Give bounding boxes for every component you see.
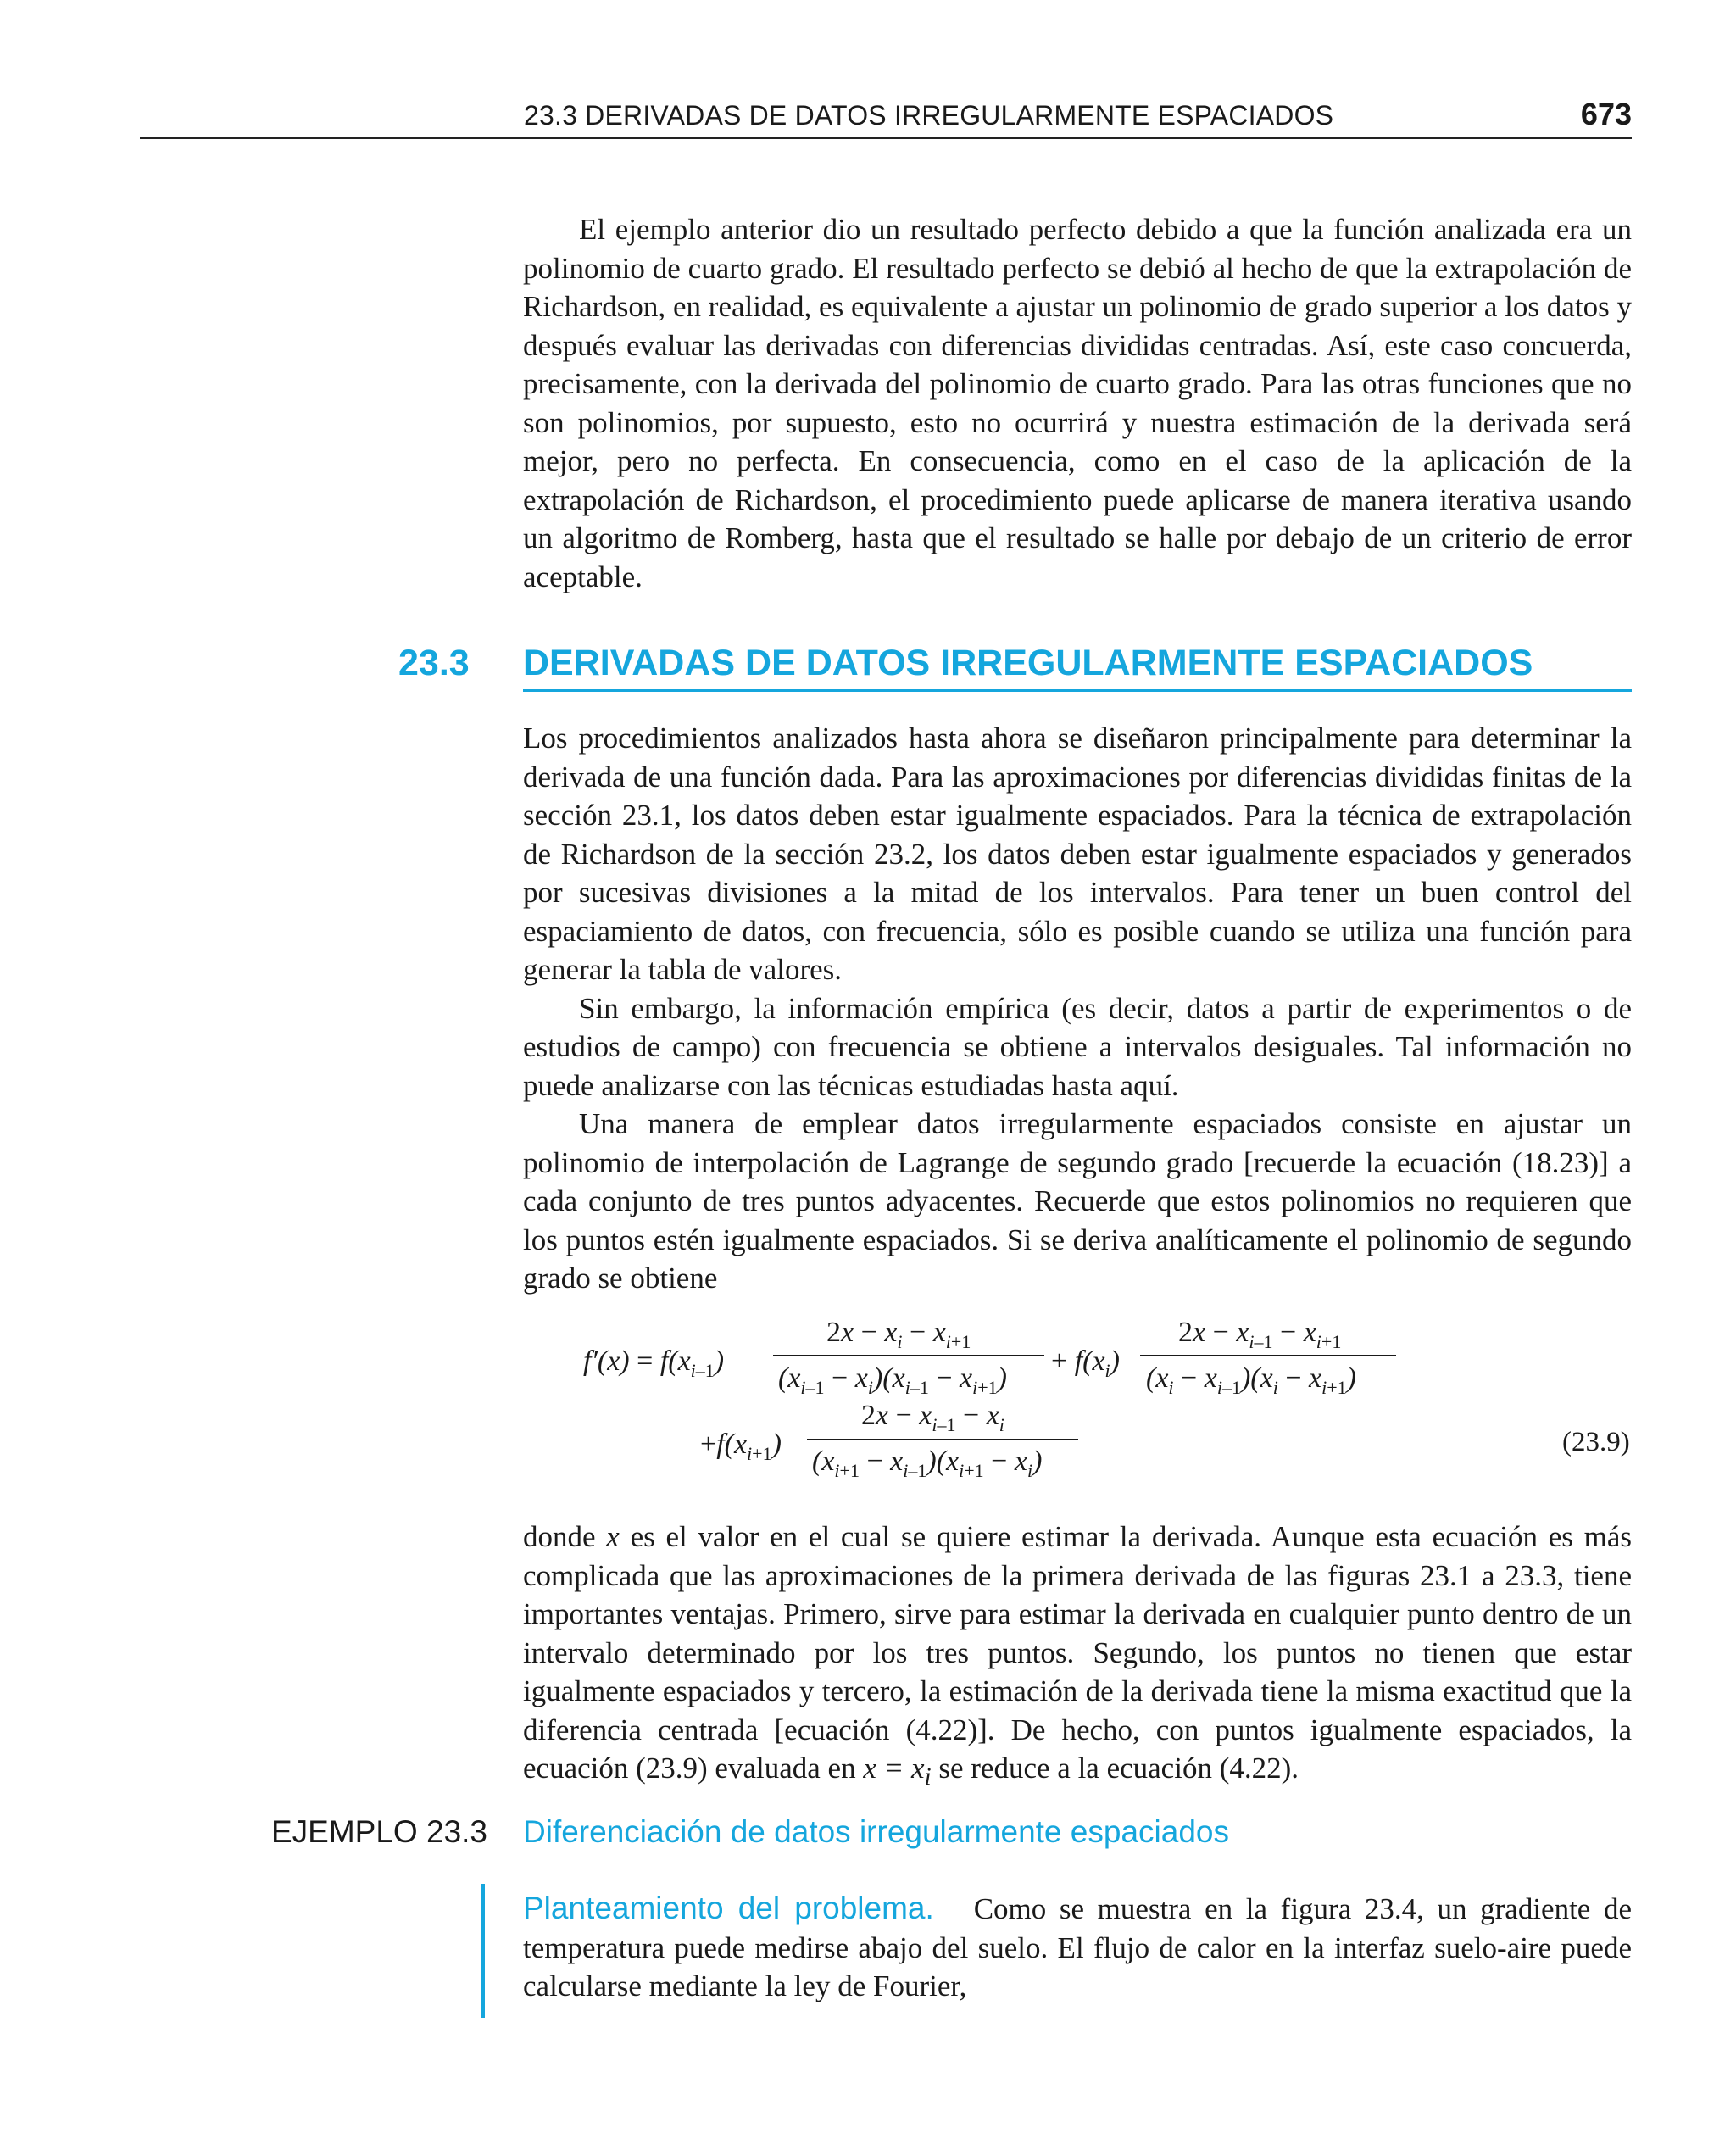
example-accent-bar	[481, 1884, 485, 2018]
after-eq-text-2: es el valor en el cual se quiere estimar la derivada. Aunque esta ecuación es más complicada que las aproximaciones de la primera derivada de las figuras 23.1 a 23.3, tiene importantes ventajas. Primero, sirve para estimar la derivada en cualquier punto dentro de un intervalo determinado por los tres puntos. Segundo, los puntos no tienen que estar igualmente espaciados y tercero, la estimación de la derivada tiene la misma exactitud que la diferencia centrada [ecuación (4.22)]. De hecho, con puntos igualmente espaciados, la ecuación (23.9) evaluada en	[523, 1520, 1632, 1785]
section-body	[523, 719, 1632, 1298]
page-number: 673	[1580, 97, 1632, 131]
equation-23-9: $f'(x) = f(x_{i-1})$ $2x - x_i - x_{i+1}$ $(x_{i-1} - x_i)(x_{i-1} - x_{i+1})$ + $f(x_i)$ $2x - x_{i-1} - x_{i+1}$ $(x_i - x_{i-1})(x_i - x_{i+1})$ $+f(x_{i+1})$ $2x - x_{i-1} - x_i$ $(x_{i+1} - x_{i-1})(x_{i+1} - x_i)$	[0, 1310, 1736, 1501]
after-eq-text-3: se reduce a la ecuación (4.22).	[931, 1752, 1299, 1785]
intro-paragraph: El ejemplo anterior dio un resultado perfecto debido a que la función analizada era un polinomio de cuarto grado. El resultado perfecto se debió al hecho de que la extrapolación de Richardson, en realidad, es equivalente a ajustar un polinomio de grado superior a los datos y después evaluar las derivadas con diferencias divididas centradas. Así, este caso concuerda, precisamente, con la derivada del polinomio de cuarto grado. Para las otras funciones que no son polinomios, por supuesto, esto no ocurrirá y nuestra estimación de la derivada será mejor, pero no perfecta. En consecuencia, como en el caso de la aplicación de la extrapolación de Richardson, el procedimiento puede aplicarse de manera iterativa usando un algoritmo de Romberg, hasta que el resultado se halle por debajo de un criterio de error aceptable.	[523, 213, 1632, 593]
example-body	[523, 1889, 1632, 2006]
running-header	[140, 95, 1632, 139]
example-lead: Planteamiento del problema.	[523, 1891, 934, 1925]
example-title: Diferenciación de datos irregularmente espaciados	[523, 1814, 1229, 1849]
example-text: Como se muestra en la figura 23.4, un gradiente de temperatura puede medirse abajo del suelo. El flujo de calor en la interfaz suelo-aire puede calcularse mediante la ley de Fourier,	[523, 1892, 1633, 2002]
example-paragraph	[523, 1889, 1632, 2006]
intro-block	[523, 210, 1632, 596]
equation-number: (23.9)	[1562, 1427, 1630, 1457]
example-label: EJEMPLO 23.3	[271, 1814, 488, 1849]
section-number: 23.3	[398, 643, 470, 683]
section-paragraph-1: Los procedimientos analizados hasta ahora se diseñaron principalmente para determinar la derivada de una función dada. Para las aproximaciones por diferencias divididas finitas de la sección 23.1, los datos deben estar igualmente espaciados. Para la técnica de extrapolación de Richardson de la sección 23.2, los datos deben estar igualmente espaciados y generados por sucesivas divisiones a la mitad de los intervalos. Para tener un buen control del espaciamiento de datos, con frecuencia, sólo es posible cuando se utiliza una función para generar la tabla de valores.	[523, 721, 1632, 986]
after-eq-math: x = x	[863, 1752, 925, 1785]
running-header-title: 23.3 DERIVADAS DE DATOS IRREGULARMENTE ESPACIADOS	[524, 100, 1334, 131]
after-eq-variable: x	[606, 1520, 620, 1553]
after-eq-math-sub: i	[924, 1763, 932, 1791]
after-equation-paragraph	[523, 1518, 1632, 1797]
section-paragraph-2: Sin embargo, la información empírica (es decir, datos a partir de experimentos o de estudios de campo) con frecuencia se obtiene a intervalos desiguales. Tal información no puede analizarse con las técnicas estudiadas hasta aquí.	[523, 991, 1632, 1102]
after-eq-text-1: donde	[523, 1520, 607, 1553]
section-title: DERIVADAS DE DATOS IRREGULARMENTE ESPACIADOS	[523, 643, 1632, 692]
after-equation-block	[523, 1518, 1632, 1797]
section-paragraph-3: Una manera de emplear datos irregularmente espaciados consiste en ajustar un polinomio de interpolación de Lagrange de segundo grado [recuerde la ecuación (18.23)] a cada conjunto de tres puntos adyacentes. Recuerde que estos polinomios no requieren que los puntos estén igualmente espaciados. Si se deriva analíticamente el polinomio de segundo grado se obtiene	[523, 1107, 1632, 1295]
